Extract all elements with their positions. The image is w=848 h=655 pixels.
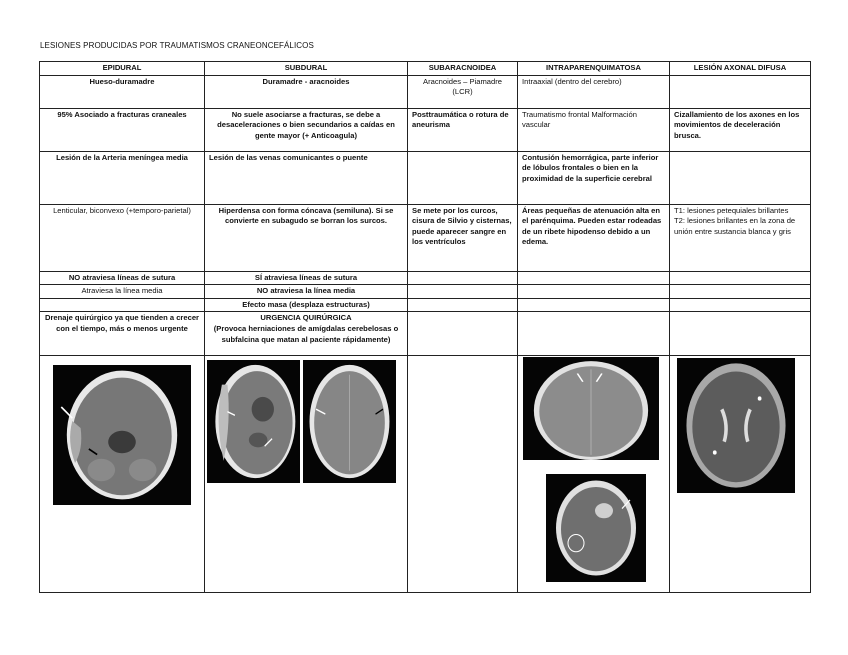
cell-cause-epidural: 95% Asociado a fracturas craneales bbox=[40, 108, 205, 151]
cell-imaging-subdural: Hiperdensa con forma cóncava (semiluna). Si se convierte en subagudo se borran los surcos. bbox=[205, 204, 408, 271]
header-axonal: LESIÓN AXONAL DIFUSA bbox=[670, 62, 811, 76]
ct-scan-subdural-a bbox=[207, 360, 300, 483]
header-epidural: EPIDURAL bbox=[40, 62, 205, 76]
cell-imaging-subaracnoidea: Se mete por los curcos, cisura de Silvio y cisternas, puede aparecer sangre en los ventrículos bbox=[408, 204, 518, 271]
cell-layers-intraparenquimatosa: Intraaxial (dentro del cerebro) bbox=[518, 75, 670, 108]
table-row-mass-effect bbox=[40, 298, 811, 312]
cell-image-axonal bbox=[670, 356, 811, 593]
ct-scan-subdural-b bbox=[303, 360, 396, 483]
cell-origin-axonal bbox=[670, 151, 811, 204]
table-row-layers bbox=[40, 75, 811, 108]
cell-imaging-intraparenquimatosa: Áreas pequeñas de atenuación alta en el parénquima. Pueden estar rodeadas de un ribete hipodenso debido a un edema. bbox=[518, 204, 670, 271]
cell-suture-subdural: SÍ atraviesa líneas de sutura bbox=[205, 271, 408, 285]
ct-scan-intraparenchymal-b bbox=[546, 474, 646, 582]
cell-midline-epidural: Atraviesa la línea media bbox=[40, 285, 205, 299]
urgency-title: URGENCIA QUIRÚRGICA bbox=[260, 313, 352, 323]
cell-layers-epidural: Hueso-duramadre bbox=[40, 75, 205, 108]
cell-treatment-epidural: Drenaje quirúrgico ya que tienden a crecer con el tiempo, más o menos urgente bbox=[40, 312, 205, 356]
cell-origin-epidural: Lesión de la Arteria meníngea media bbox=[40, 151, 205, 204]
cell-treatment-subdural bbox=[205, 312, 408, 356]
cell-mass-effect-subdural: Efecto masa (desplaza estructuras) bbox=[205, 298, 408, 312]
header-subaracnoidea: SUBARACNOIDEA bbox=[408, 62, 518, 76]
cell-imaging-axonal: T1: lesiones petequiales brillantes T2: lesiones brillantes en la zona de unión entre sustancia blanca y gris bbox=[670, 204, 811, 271]
cell-midline-subdural: NO atraviesa la línea media bbox=[205, 285, 408, 299]
urgency-text: (Provoca herniaciones de amígdalas cerebelosas o subfalcina que matan al paciente rápidamente) bbox=[213, 323, 399, 344]
cell-image-subdural bbox=[205, 356, 408, 593]
cell-layers-subaracnoidea: Aracnoides – Piamadre (LCR) bbox=[408, 75, 518, 108]
cell-layers-subdural: Duramadre - aracnoides bbox=[205, 75, 408, 108]
cell-origin-subdural: Lesión de las venas comunicantes o puente bbox=[205, 151, 408, 204]
table-row-imaging bbox=[40, 204, 811, 271]
cell-origin-intraparenquimatosa: Contusión hemorrágica, parte inferior de lóbulos frontales o bien en la proximidad de la superficie cerebral bbox=[518, 151, 670, 204]
cell-suture-epidural: NO atraviesa líneas de sutura bbox=[40, 271, 205, 285]
header-subdural: SUBDURAL bbox=[205, 62, 408, 76]
cell-cause-subdural: No suele asociarse a fracturas, se debe a desaceleraciones o bien secundarios a caídas en gente mayor (+ Anticoagula) bbox=[205, 108, 408, 151]
cell-image-subaracnoidea bbox=[408, 356, 518, 593]
cell-cause-axonal: Cizallamiento de los axones en los movimientos de deceleración brusca. bbox=[670, 108, 811, 151]
ct-scan-intraparenchymal-a bbox=[523, 357, 659, 460]
mri-scan-diffuse-axonal bbox=[677, 358, 795, 493]
cell-imaging-epidural: Lenticular, biconvexo (+temporo-parietal) bbox=[40, 204, 205, 271]
ct-scan-epidural bbox=[53, 365, 191, 505]
lesions-table bbox=[39, 61, 811, 593]
cell-cause-subaracnoidea: Posttraumática o rotura de aneurisma bbox=[408, 108, 518, 151]
table-row-images bbox=[40, 356, 811, 593]
table-row-suture bbox=[40, 271, 811, 285]
table-row-cause bbox=[40, 108, 811, 151]
cell-layers-axonal bbox=[670, 75, 811, 108]
table-row-midline bbox=[40, 285, 811, 299]
cell-image-intraparenquimatosa bbox=[518, 356, 670, 593]
cell-image-epidural bbox=[40, 356, 205, 593]
document-title: LESIONES PRODUCIDAS POR TRAUMATISMOS CRANEONCEFÁLICOS bbox=[40, 41, 314, 50]
header-intraparenquimatosa: INTRAPARENQUIMATOSA bbox=[518, 62, 670, 76]
table-row-origin bbox=[40, 151, 811, 204]
cell-origin-subaracnoidea bbox=[408, 151, 518, 204]
header-row bbox=[40, 62, 811, 76]
cell-cause-intraparenquimatosa: Traumatismo frontal Malformación vascular bbox=[518, 108, 670, 151]
table-row-treatment bbox=[40, 312, 811, 356]
